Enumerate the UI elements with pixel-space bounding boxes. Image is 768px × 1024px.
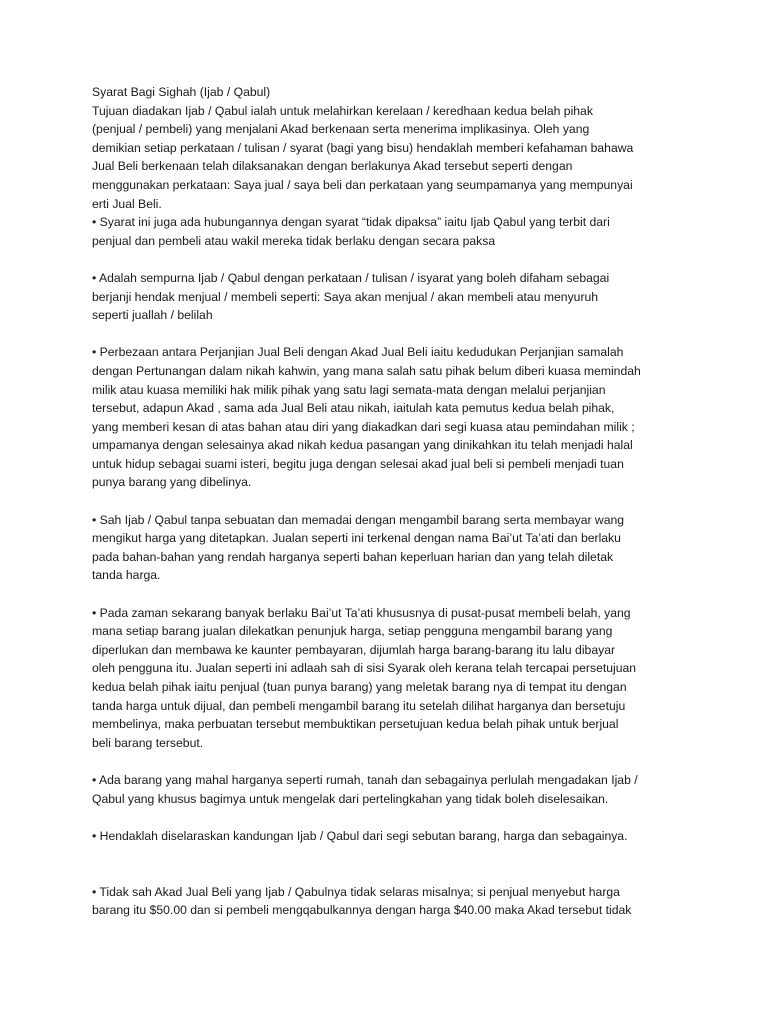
bullet-line: membelinya, maka perbuatan tersebut membuktikan persetujuan kedua belah pihak untuk berjual xyxy=(92,717,619,732)
paragraph-gap xyxy=(92,250,692,269)
bullet-line: pada bahan-bahan yang rendah harganya seperti bahan keperluan harian dan yang telah diletak xyxy=(92,549,614,564)
bullet-line: • Pada zaman sekarang banyak berlaku Bai’ut Ta’ati khususnya di pusat-pusat membeli belah, yang xyxy=(92,605,631,620)
bullet-line: • Sah Ijab / Qabul tanpa sebuatan dan memadai dengan mengambil barang serta membayar wang xyxy=(92,512,625,527)
paragraph-gap xyxy=(92,752,692,771)
paragraph-gap xyxy=(92,325,692,344)
bullet-line: tersebut, adapun Akad , sama ada Jual Beli atau nikah, iaitulah kata pemutus kedua belah pihak, xyxy=(92,401,615,416)
paragraph-gap xyxy=(92,845,692,864)
paragraph-line: demikian setiap perkataan / tulisan / syarat (bagi yang bisu) hendaklah memberi kefahaman bahawa xyxy=(92,140,634,155)
bullet-line: mengikut harga yang ditetapkan. Jualan seperti ini terkenal dengan nama Bai’ut Ta’ati dan berlaku xyxy=(92,531,621,546)
paragraph-line: Jual Beli berkenaan telah dilaksanakan dengan berlakunya Akad tersebut seperti dengan xyxy=(92,159,573,174)
bullet-line: berjanji hendak menjual / membeli seperti: Saya akan menjual / akan membeli atau menyuruh xyxy=(92,289,599,304)
paragraph-gap xyxy=(92,808,692,827)
bullet-line: oleh pengguna itu. Jualan seperti ini adlaah sah di sisi Syarak oleh kerana telah tercapai persetujuan xyxy=(92,661,637,676)
bullet-line: • Adalah sempurna Ijab / Qabul dengan perkataan / tulisan / isyarat yang boleh difaham sebagai xyxy=(92,270,610,285)
bullet-line: • Syarat ini juga ada hubungannya dengan syarat “tidak dipaksa” iaitu Ijab Qabul yang terbit dari xyxy=(92,215,610,230)
bullet-line: • Ada barang yang mahal harganya seperti rumah, tanah dan sebagainya perlulah mengadakan Ijab / xyxy=(92,772,638,787)
bullet-line: diperlukan dan membawa ke kaunter pembayaran, dijumlah harga barang-barang itu lalu dibayar xyxy=(92,642,616,657)
bullet-line: milik atau kuasa memiliki hak milik pihak yang satu lagi semata-mata dengan melalui perjanjian xyxy=(92,382,606,397)
bullet-line: dengan Pertunangan dalam nikah kahwin, yang mana salah satu pihak belum diberi kuasa memindah xyxy=(92,363,641,378)
paragraph-line: menggunakan perkataan: Saya jual / saya beli dan perkataan yang seumpamanya yang mempunyai xyxy=(92,177,633,192)
bullet-line: kedua belah pihak iaitu penjual (tuan punya barang) yang meletak barang nya di tempat itu dengan xyxy=(92,680,627,694)
bullet-line: mana setiap barang jualan dilekatkan penunjuk harga, setiap pengguna mengambil barang yang xyxy=(92,624,613,639)
paragraph-line: (penjual / pembeli) yang menjalani Akad berkenaan serta menerima implikasinya. Oleh yang xyxy=(92,122,590,137)
bullet-line: • Hendaklah diselaraskan kandungan Ijab / Qabul dari segi sebutan barang, harga dan sebagainya. xyxy=(92,828,628,843)
bullet-line: seperti juallah / belilah xyxy=(92,308,213,323)
bullet-line: Qabul yang khusus bagimya untuk mengelak dari pertelingkahan yang tidak boleh diselesaikan. xyxy=(92,791,609,806)
bullet-line: barang itu $50.00 dan si pembeli mengqabulkannya dengan harga $40.00 maka Akad tersebut tidak xyxy=(92,903,632,918)
document-page xyxy=(92,83,692,920)
bullet-line: yang memberi kesan di atas bahan atau diri yang diakadkan dari segi kuasa atau pemindahan milik ; xyxy=(92,419,635,434)
paragraph-line: erti Jual Beli. xyxy=(92,196,162,211)
bullet-line: tanda harga untuk dijual, dan pembeli mengambil barang itu setelah dilihat harganya dan bersetuju xyxy=(92,698,626,713)
document-title: Syarat Bagi Sighah (Ijab / Qabul) xyxy=(92,85,271,99)
paragraph-gap xyxy=(92,585,692,604)
bullet-line: • Tidak sah Akad Jual Beli yang Ijab / Qabulnya tidak selaras misalnya; si penjual menyebut harga xyxy=(92,884,620,899)
bullet-line: tanda harga. xyxy=(92,568,161,583)
bullet-line: untuk hidup sebagai suami isteri, begitu juga dengan selesai akad jual beli si pembeli menjadi tuan xyxy=(92,456,624,471)
paragraph-gap xyxy=(92,492,692,511)
bullet-line: umpamanya dengan selesainya akad nikah kedua pasangan yang dinikahkan itu telah menjadi halal xyxy=(92,438,633,453)
bullet-line: punya barang yang dibelinya. xyxy=(92,475,252,490)
bullet-line: penjual dan pembeli atau wakil mereka tidak berlaku dengan secara paksa xyxy=(92,233,496,248)
paragraph-gap xyxy=(92,864,692,883)
paragraph-line: Tujuan diadakan Ijab / Qabul ialah untuk melahirkan kerelaan / keredhaan kedua belah pihak xyxy=(92,103,593,118)
bullet-line: beli barang tersebut. xyxy=(92,735,204,750)
bullet-line: • Perbezaan antara Perjanjian Jual Beli dengan Akad Jual Beli iaitu kedudukan Perjanjian samalah xyxy=(92,345,624,360)
